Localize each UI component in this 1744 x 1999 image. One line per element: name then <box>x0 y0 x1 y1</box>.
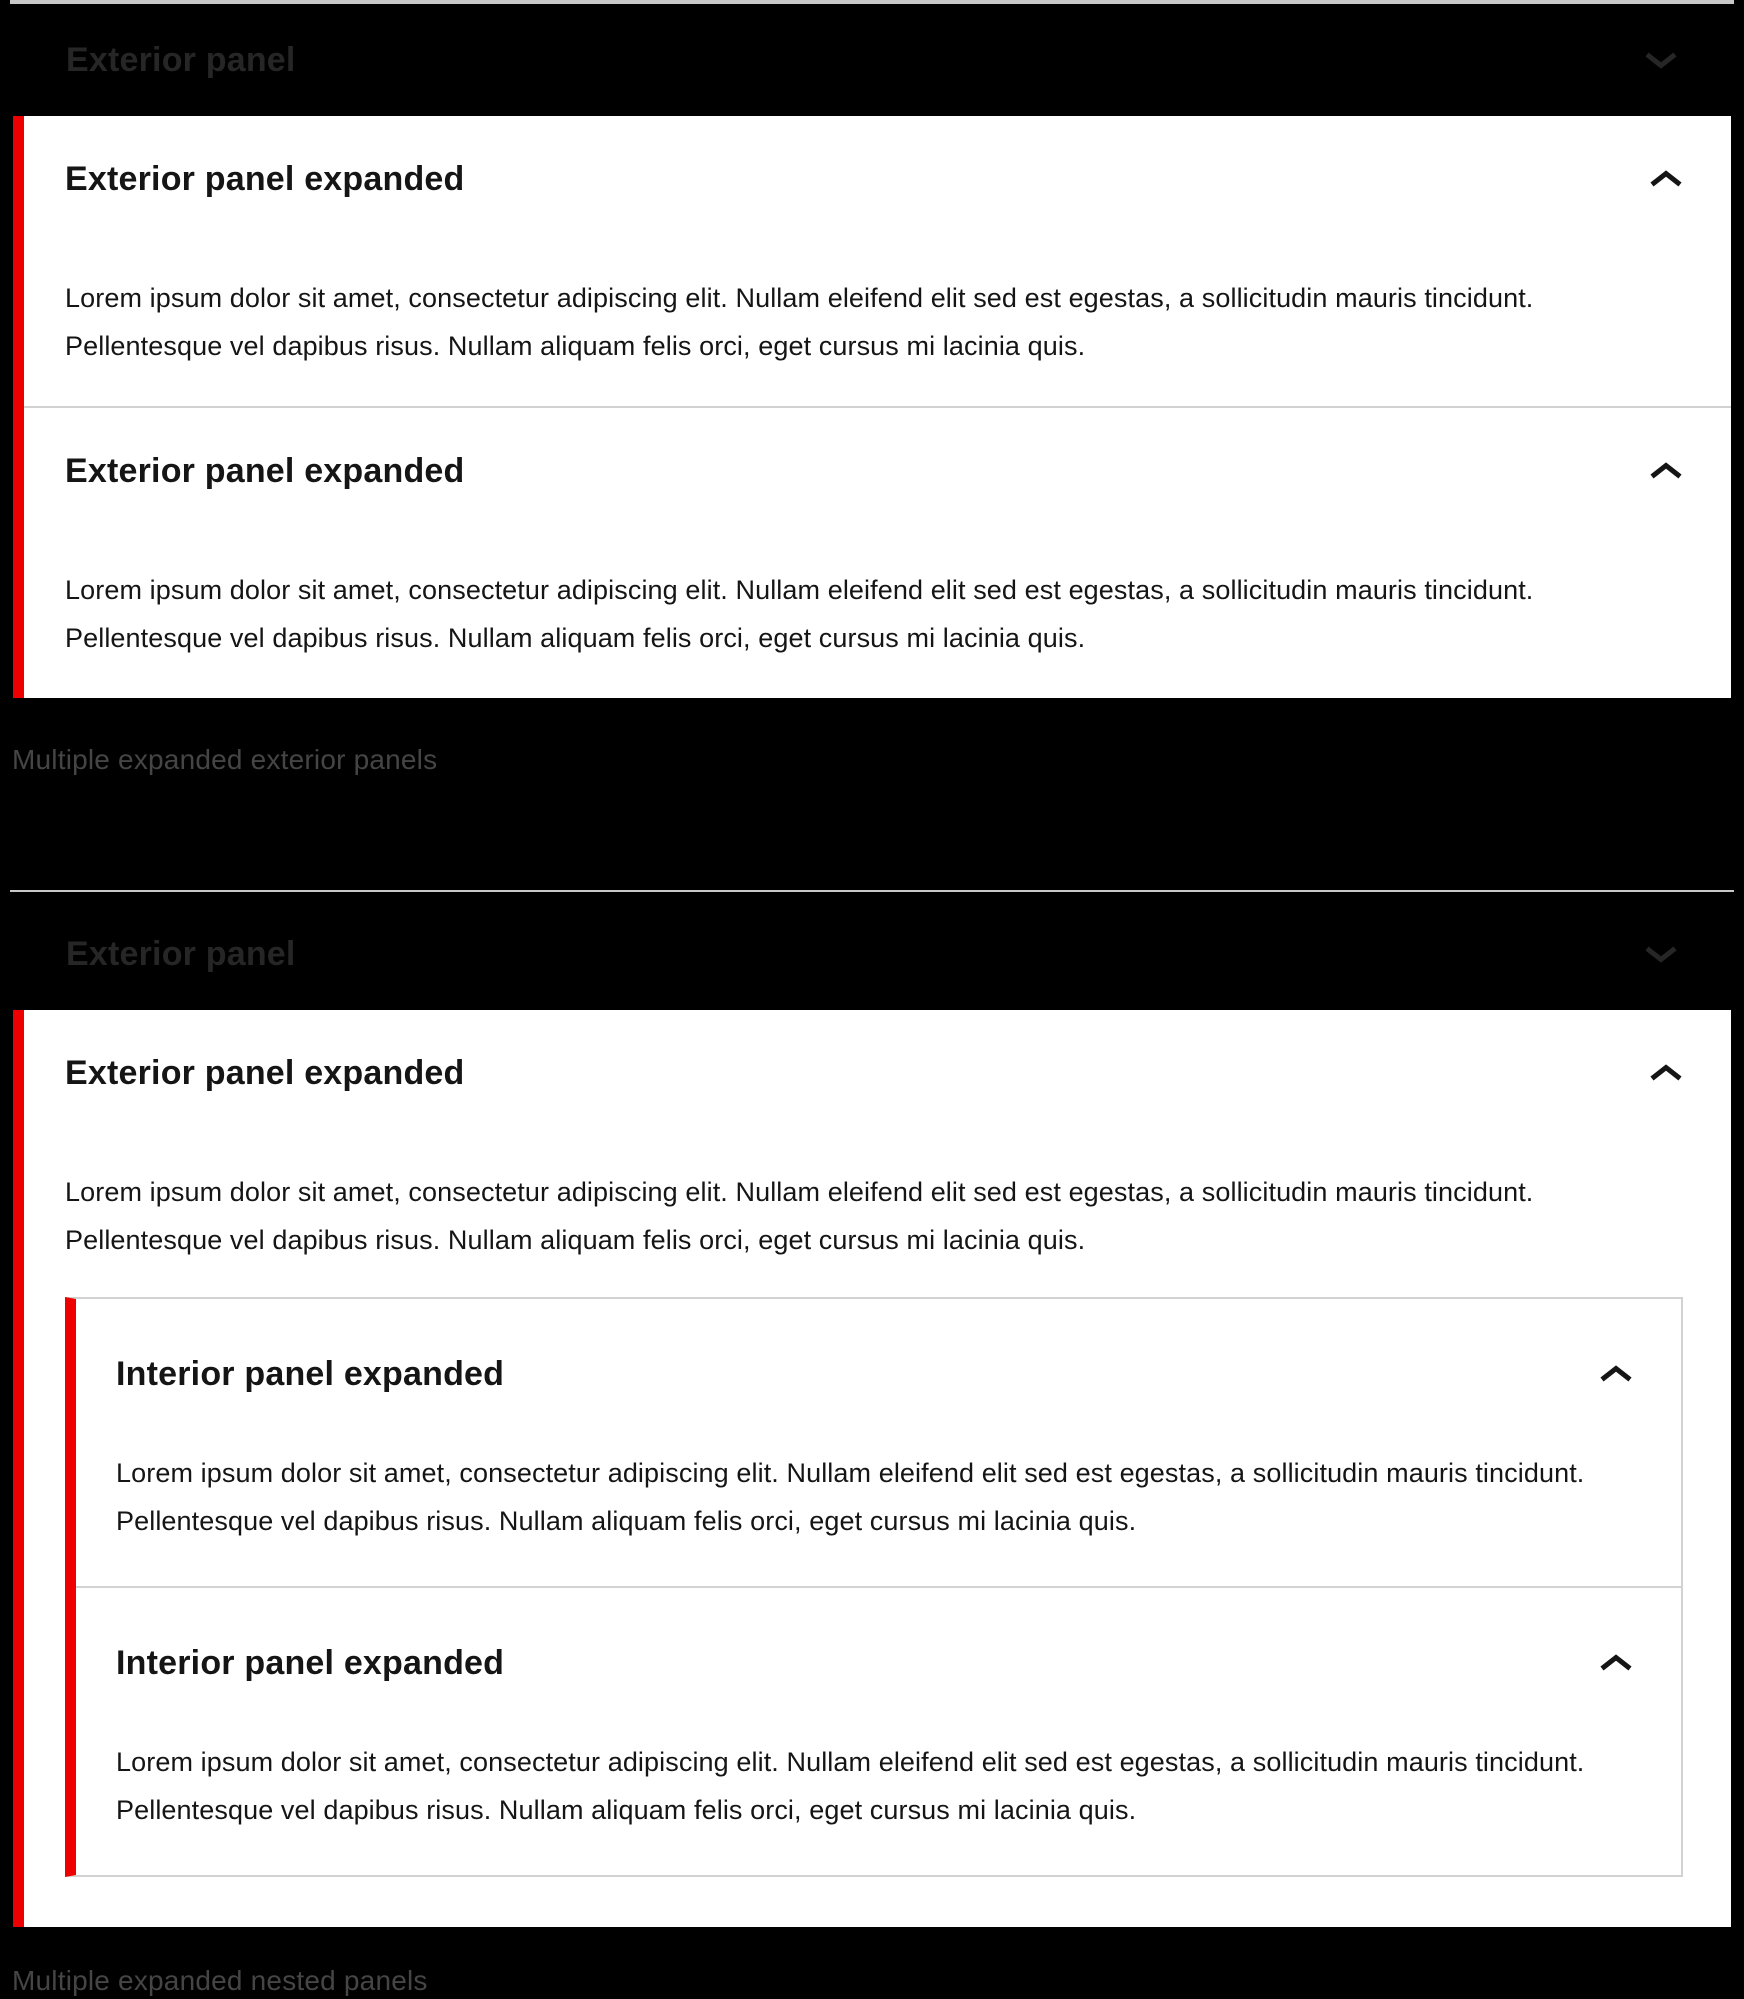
exterior-accordion-group-2 <box>13 1010 1731 1927</box>
section-title: Exterior panel expanded <box>65 452 465 490</box>
accordion-section <box>24 1010 1731 1927</box>
section-title: Exterior panel expanded <box>65 1054 465 1092</box>
exterior-accordion-group-1 <box>13 116 1731 698</box>
accordion-toggle[interactable] <box>65 158 1683 200</box>
accordion-toggle[interactable] <box>116 1642 1633 1684</box>
chevron-up-icon[interactable] <box>1649 461 1683 481</box>
accordion-section <box>76 1586 1681 1875</box>
section-title: Interior panel expanded <box>116 1355 505 1393</box>
section-body: Lorem ipsum dolor sit amet, consectetur adipiscing elit. Nullam eleifend elit sed est egestas, a sollicitudin mauris tincidunt. Pellentesque vel dapibus risus. Nullam aliquam felis orci, eget cursus mi lacinia quis. <box>116 1747 1585 1825</box>
chevron-up-icon[interactable] <box>1599 1364 1633 1384</box>
section-body: Lorem ipsum dolor sit amet, consectetur adipiscing elit. Nullam eleifend elit sed est egestas, a sollicitudin mauris tincidunt. Pellentesque vel dapibus risus. Nullam aliquam felis orci, eget cursus mi lacinia quis. <box>65 1177 1534 1255</box>
collapsed-exterior-panel-header-2[interactable] <box>0 898 1744 1010</box>
accordion-section <box>24 406 1731 698</box>
chevron-up-icon[interactable] <box>1599 1653 1633 1673</box>
section-body: Lorem ipsum dolor sit amet, consectetur adipiscing elit. Nullam eleifend elit sed est egestas, a sollicitudin mauris tincidunt. Pellentesque vel dapibus risus. Nullam aliquam felis orci, eget cursus mi lacinia quis. <box>116 1458 1585 1536</box>
collapsed-panel-title: Exterior panel <box>66 935 296 973</box>
section-body: Lorem ipsum dolor sit amet, consectetur adipiscing elit. Nullam eleifend elit sed est egestas, a sollicitudin mauris tincidunt. Pellentesque vel dapibus risus. Nullam aliquam felis orci, eget cursus mi lacinia quis. <box>65 283 1534 361</box>
example-caption: Multiple expanded nested panels <box>12 1965 428 1996</box>
section-title: Exterior panel expanded <box>65 160 465 198</box>
chevron-down-icon[interactable] <box>1644 50 1678 70</box>
example-caption: Multiple expanded exterior panels <box>12 744 438 775</box>
accordion-section <box>76 1299 1681 1586</box>
chevron-up-icon[interactable] <box>1649 169 1683 189</box>
horizontal-rule <box>10 890 1734 892</box>
accordion-section <box>24 116 1731 406</box>
interior-accordion-group <box>65 1297 1683 1877</box>
chevron-up-icon[interactable] <box>1649 1063 1683 1083</box>
section-title: Interior panel expanded <box>116 1644 505 1682</box>
collapsed-exterior-panel-header-1[interactable] <box>0 4 1744 116</box>
accordion-toggle[interactable] <box>65 450 1683 492</box>
section-body: Lorem ipsum dolor sit amet, consectetur adipiscing elit. Nullam eleifend elit sed est egestas, a sollicitudin mauris tincidunt. Pellentesque vel dapibus risus. Nullam aliquam felis orci, eget cursus mi lacinia quis. <box>65 575 1534 653</box>
chevron-down-icon[interactable] <box>1644 944 1678 964</box>
accordion-toggle[interactable] <box>116 1353 1633 1395</box>
accordion-toggle[interactable] <box>65 1052 1683 1094</box>
collapsed-panel-title: Exterior panel <box>66 41 296 79</box>
